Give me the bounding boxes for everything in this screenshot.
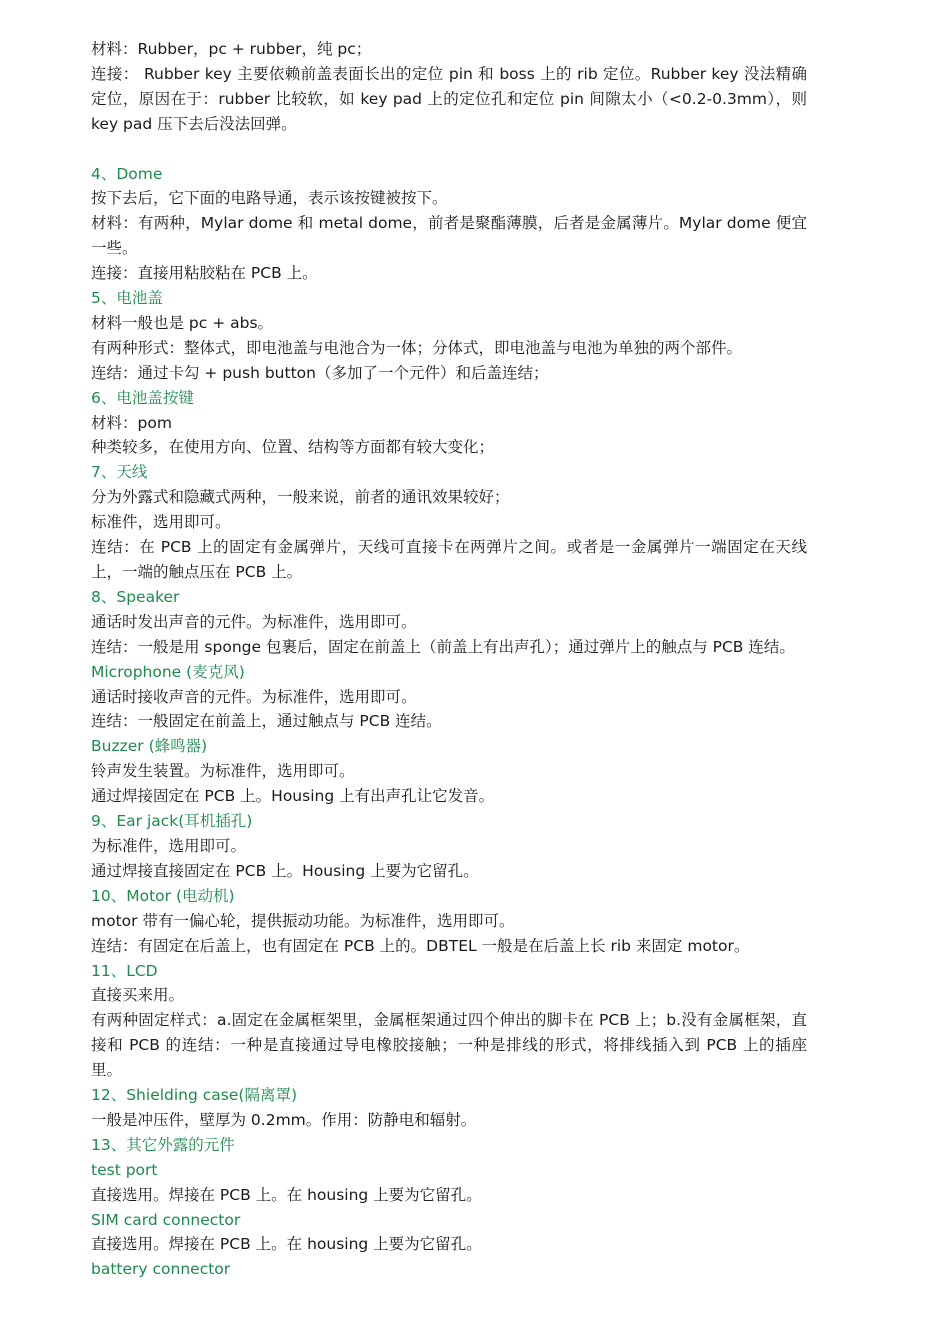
blank-line [91,137,807,162]
battery-cover-connection: 连结：通过卡勾 + push button（多加了一个元件）和后盖连结； [91,363,549,382]
microphone-connection: 连结：一般固定在前盖上，通过触点与 PCB 连结。 [91,712,442,731]
heading-microphone: Microphone (麦克风) [91,662,245,681]
lcd-source: 直接买来用。 [91,986,185,1005]
antenna-types: 分为外露式和隐藏式两种，一般来说，前者的通讯效果较好； [91,488,510,507]
battery-button-material: 材料：pom [91,413,172,432]
heading-shielding-case: 12、Shielding case(隔离罩) [91,1086,297,1105]
shielding-case-desc: 一般是冲压件，壁厚为 0.2mm。作用：防静电和辐射。 [91,1110,477,1129]
heading-other-exposed: 13、其它外露的元件 [91,1135,235,1154]
lcd-fixing: 有两种固定样式：a.固定在金属框架里，金属框架通过四个伸出的脚卡在 PCB 上；b.没有金属框架，直接和 PCB 的连结：一种是直接通过导电橡胶接触；一种是排线的形式，将排线插入到 PCB 上的插座里。 [91,1011,807,1080]
motor-function: motor 带有一偏心轮，提供振动功能。为标准件，选用即可。 [91,911,515,930]
battery-cover-material: 材料一般也是 pc + abs。 [91,313,274,332]
heading-speaker: 8、Speaker [91,587,180,606]
heading-ear-jack: 9、Ear jack(耳机插孔) [91,812,253,831]
microphone-function: 通话时接收声音的元件。为标准件，选用即可。 [91,687,417,706]
document-body [91,37,807,1282]
heading-battery-connector: battery connector [91,1260,231,1279]
heading-battery-cover: 5、电池盖 [91,289,163,308]
ear-jack-standard: 为标准件，选用即可。 [91,836,247,855]
heading-dome: 4、Dome [91,164,163,183]
speaker-function: 通话时发出声音的元件。为标准件，选用即可。 [91,612,417,631]
rubber-key-connection: 连接： Rubber key 主要依赖前盖表面长出的定位 pin 和 boss 上的 rib 定位。Rubber key 没法精确定位，原因在于：rubber 比较软，如 key pad 上的定位孔和定位 pin 间隙太小（<0.2-0.3mm），则 key pad 压下去后没法回弹。 [91,64,807,133]
battery-cover-forms: 有两种形式：整体式，即电池盖与电池合为一体；分体式，即电池盖与电池为单独的两个部件。 [91,338,743,357]
buzzer-connection: 通过焊接固定在 PCB 上。Housing 上有出声孔让它发音。 [91,787,495,806]
dome-material: 材料：有两种，Mylar dome 和 metal dome，前者是聚酯薄膜，后者是金属薄片。Mylar dome 便宜一些。 [91,214,807,258]
buzzer-function: 铃声发生装置。为标准件，选用即可。 [91,762,355,781]
sim-connector-desc: 直接选用。焊接在 PCB 上。在 housing 上要为它留孔。 [91,1235,482,1254]
heading-antenna: 7、天线 [91,463,148,482]
heading-battery-cover-button: 6、电池盖按键 [91,388,194,407]
dome-connection: 连接：直接用粘胶粘在 PCB 上。 [91,264,318,283]
motor-connection: 连结：有固定在后盖上，也有固定在 PCB 上的。DBTEL 一般是在后盖上长 rib 来固定 motor。 [91,936,750,955]
heading-buzzer: Buzzer (蜂鸣器) [91,737,208,756]
heading-motor: 10、Motor (电动机) [91,886,235,905]
ear-jack-connection: 通过焊接直接固定在 PCB 上。Housing 上要为它留孔。 [91,861,479,880]
heading-sim-connector: SIM card connector [91,1210,241,1229]
heading-lcd: 11、LCD [91,961,158,980]
antenna-standard: 标准件，选用即可。 [91,513,231,532]
dome-function: 按下去后，它下面的电路导通，表示该按键被按下。 [91,189,448,208]
heading-test-port: test port [91,1160,158,1179]
speaker-connection: 连结：一般是用 sponge 包裹后，固定在前盖上（前盖上有出声孔）；通过弹片上的触点与 PCB 连结。 [91,637,795,656]
test-port-desc: 直接选用。焊接在 PCB 上。在 housing 上要为它留孔。 [91,1185,482,1204]
battery-button-variety: 种类较多，在使用方向、位置、结构等方面都有较大变化； [91,438,495,457]
antenna-connection: 连结：在 PCB 上的固定有金属弹片，天线可直接卡在两弹片之间。或者是一金属弹片一端固定在天线上，一端的触点压在 PCB 上。 [91,538,807,582]
rubber-key-material: 材料：Rubber，pc + rubber，纯 pc； [91,40,372,58]
